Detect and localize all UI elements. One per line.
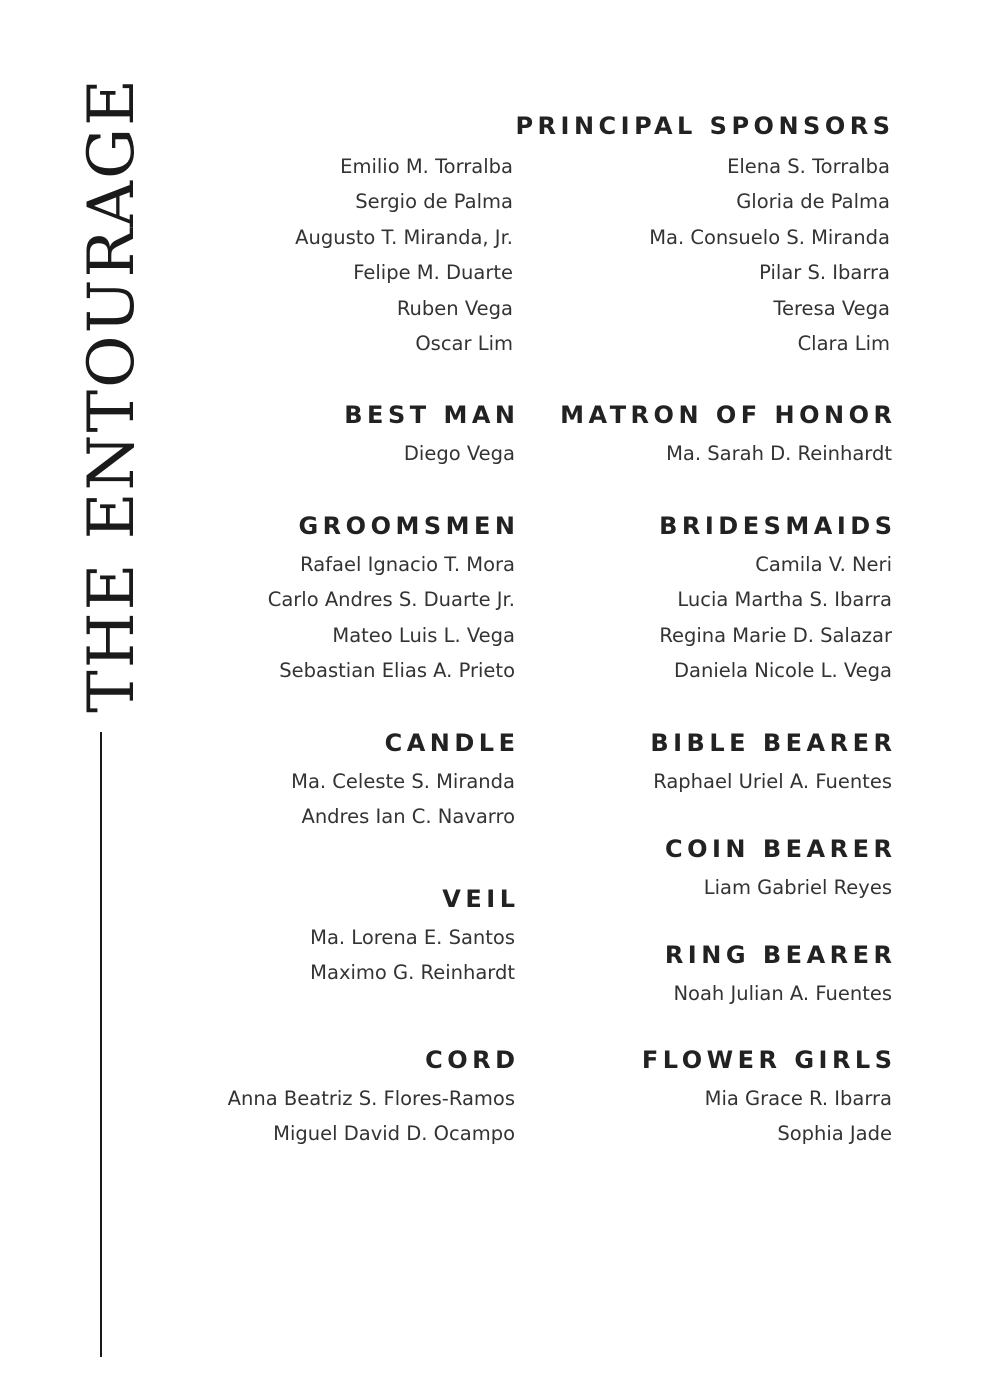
candle-name: Ma. Celeste S. Miranda — [291, 770, 515, 793]
bridesmaids-heading: BRIDESMAIDS — [659, 512, 897, 540]
sponsor-name: Clara Lim — [797, 332, 890, 356]
matron-of-honor-section — [560, 398, 897, 471]
sponsor-name: Felipe M. Duarte — [353, 261, 513, 285]
bible-bearer-name: Raphael Uriel A. Fuentes — [653, 770, 892, 793]
principal-sponsors-heading-block — [515, 109, 895, 143]
matron-of-honor-heading: MATRON OF HONOR — [560, 401, 897, 429]
bible-bearer-heading: BIBLE BEARER — [650, 729, 897, 757]
sponsor-name: Augusto T. Miranda, Jr. — [295, 225, 513, 249]
sponsor-name: Elena S. Torralba — [727, 155, 890, 178]
candle-heading: CANDLE — [384, 729, 520, 757]
bible-bearer-section — [650, 726, 897, 799]
groomsman-name: Rafael Ignacio T. Mora — [300, 553, 515, 576]
coin-bearer-name: Liam Gabriel Reyes — [703, 876, 892, 899]
bridesmaid-name: Daniela Nicole L. Vega — [674, 659, 892, 683]
groomsman-name: Mateo Luis L. Vega — [332, 623, 515, 647]
flower-girls-section — [641, 1043, 897, 1152]
sponsor-name: Teresa Vega — [773, 296, 890, 320]
sponsor-name: Oscar Lim — [415, 332, 513, 356]
coin-bearer-section — [664, 832, 897, 905]
candle-name: Andres Ian C. Navarro — [301, 805, 515, 829]
veil-section — [310, 882, 520, 991]
bridesmaid-name: Camila V. Neri — [755, 553, 892, 576]
sponsor-name: Ruben Vega — [396, 296, 513, 320]
ring-bearer-heading: RING BEARER — [664, 941, 897, 969]
sponsor-name: Ma. Consuelo S. Miranda — [649, 225, 890, 249]
cord-name: Anna Beatriz S. Flores-Ramos — [227, 1087, 515, 1110]
coin-bearer-heading: COIN BEARER — [664, 835, 897, 863]
sponsor-name: Sergio de Palma — [355, 190, 513, 214]
ring-bearer-name: Noah Julian A. Fuentes — [673, 982, 892, 1005]
page-title: THE ENTOURAGE — [75, 77, 149, 713]
cord-name: Miguel David D. Ocampo — [273, 1122, 515, 1146]
sponsor-name: Pilar S. Ibarra — [759, 261, 890, 285]
veil-name: Maximo G. Reinhardt — [310, 961, 515, 985]
sponsor-name: Emilio M. Torralba — [340, 155, 513, 178]
flower-girl-name: Mia Grace R. Ibarra — [704, 1087, 892, 1110]
principal-sponsors-right — [649, 149, 890, 361]
veil-name: Ma. Lorena E. Santos — [310, 926, 515, 949]
best-man-heading: BEST MAN — [344, 401, 520, 429]
bridesmaids-section — [659, 509, 897, 689]
candle-section — [291, 726, 520, 835]
veil-heading: VEIL — [442, 885, 520, 913]
flower-girls-heading: FLOWER GIRLS — [641, 1046, 897, 1074]
bridesmaid-name: Lucia Martha S. Ibarra — [677, 588, 892, 612]
groomsman-name: Carlo Andres S. Duarte Jr. — [267, 588, 515, 612]
principal-sponsors-heading: PRINCIPAL SPONSORS — [515, 112, 895, 140]
bridesmaid-name: Regina Marie D. Salazar — [659, 623, 892, 647]
groomsman-name: Sebastian Elias A. Prieto — [279, 659, 515, 683]
principal-sponsors-left — [295, 149, 513, 361]
flower-girl-name: Sophia Jade — [777, 1122, 892, 1146]
groomsmen-section — [267, 509, 520, 689]
vertical-divider — [100, 732, 102, 1357]
sponsor-name: Gloria de Palma — [736, 190, 890, 214]
cord-section — [227, 1043, 520, 1152]
matron-of-honor-name: Ma. Sarah D. Reinhardt — [666, 442, 892, 465]
cord-heading: CORD — [425, 1046, 520, 1074]
best-man-name: Diego Vega — [403, 442, 515, 465]
groomsmen-heading: GROOMSMEN — [298, 512, 520, 540]
ring-bearer-section — [664, 938, 897, 1011]
best-man-section — [344, 398, 520, 471]
